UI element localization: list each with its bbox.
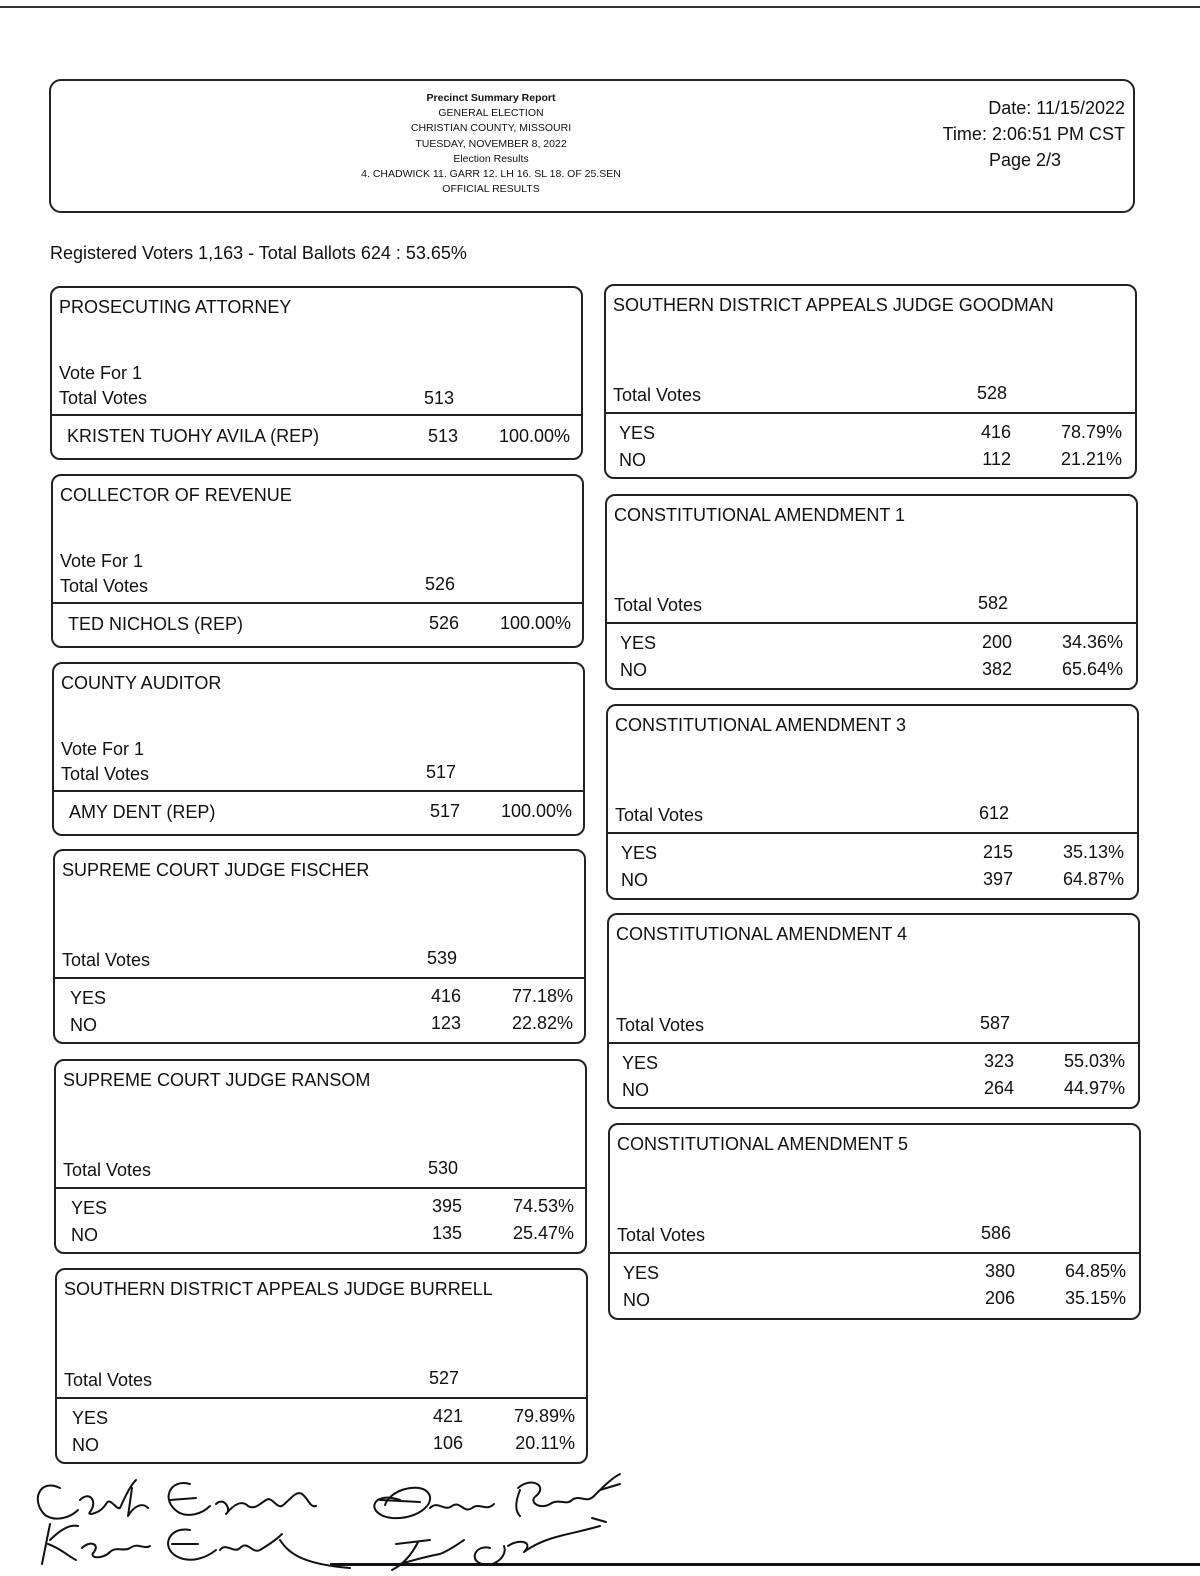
- no-percent: 44.97%: [1063, 1078, 1125, 1098]
- candidate-percent: 100.00%: [499, 613, 571, 633]
- vote-for-label: Vote For 1: [61, 739, 145, 759]
- vote-for-label: Vote For 1: [60, 551, 144, 571]
- yes-votes: 395: [431, 1196, 462, 1216]
- yes-votes: 421: [432, 1406, 463, 1426]
- candidate-percent: 100.00%: [500, 801, 572, 821]
- divider: [608, 832, 1137, 834]
- yes-votes: 380: [984, 1261, 1015, 1281]
- signatures-image: [20, 1460, 640, 1576]
- signature-stroke: [516, 1474, 620, 1516]
- precinct-list: 4. CHADWICK 11. GARR 12. LH 16. SL 18. OF 25.SEN: [361, 168, 621, 181]
- candidate-name: KRISTEN TUOHY AVILA (REP): [67, 426, 320, 446]
- total-votes-value: 539: [427, 948, 458, 968]
- total-votes-value: 587: [980, 1013, 1011, 1033]
- yes-percent: 77.18%: [511, 986, 573, 1006]
- yes-label: YES: [71, 1198, 108, 1218]
- contest-title: SOUTHERN DISTRICT APPEALS JUDGE GOODMAN: [613, 295, 1054, 315]
- total-votes-value: 527: [429, 1368, 460, 1388]
- report-meta: [885, 95, 1125, 173]
- no-label: NO: [620, 660, 647, 680]
- divider: [53, 602, 582, 604]
- no-label: NO: [619, 450, 646, 470]
- contest-amendment-1: [605, 494, 1138, 690]
- contest-supreme-court-ransom: [54, 1059, 587, 1254]
- signature-stroke: [475, 1518, 606, 1565]
- total-votes-value: 528: [977, 383, 1008, 403]
- total-votes-label: Total Votes: [62, 950, 151, 970]
- yes-percent: 55.03%: [1063, 1051, 1125, 1071]
- candidate-percent: 100.00%: [498, 426, 570, 446]
- election-name: GENERAL ELECTION: [438, 107, 544, 120]
- yes-label: YES: [619, 423, 656, 443]
- no-label: NO: [72, 1435, 99, 1455]
- no-votes: 397: [982, 869, 1013, 889]
- no-votes: 106: [432, 1433, 463, 1453]
- no-percent: 35.15%: [1064, 1288, 1126, 1308]
- report-name: Precinct Summary Report: [426, 92, 556, 104]
- contest-prosecuting-attorney: [50, 286, 583, 460]
- contest-title: SUPREME COURT JUDGE FISCHER: [62, 860, 370, 880]
- contest-title: CONSTITUTIONAL AMENDMENT 1: [614, 505, 906, 525]
- no-label: NO: [71, 1225, 98, 1245]
- yes-label: YES: [70, 988, 107, 1008]
- candidate-votes: 526: [428, 613, 459, 633]
- signature-stroke: [82, 1544, 150, 1558]
- no-label: NO: [623, 1290, 650, 1310]
- total-votes-value: 612: [979, 803, 1010, 823]
- total-votes-value: 586: [981, 1223, 1012, 1243]
- contest-appeals-judge-burrell: [55, 1268, 588, 1464]
- total-votes-label: Total Votes: [614, 595, 703, 615]
- signature-stroke: [374, 1488, 430, 1518]
- election-date: TUESDAY, NOVEMBER 8, 2022: [415, 137, 567, 150]
- no-percent: 22.82%: [511, 1013, 573, 1033]
- contest-title: COLLECTOR OF REVENUE: [60, 485, 292, 505]
- yes-votes: 416: [430, 986, 461, 1006]
- divider: [57, 1397, 586, 1399]
- official-label: OFFICIAL RESULTS: [442, 183, 540, 196]
- contest-county-auditor: [52, 662, 585, 836]
- divider: [54, 790, 583, 792]
- yes-percent: 34.36%: [1061, 632, 1123, 652]
- contest-amendment-3: [606, 704, 1139, 900]
- total-votes-label: Total Votes: [613, 385, 702, 405]
- total-votes-label: Total Votes: [615, 805, 704, 825]
- divider: [56, 1187, 585, 1189]
- no-votes: 135: [431, 1223, 462, 1243]
- report-date: Date: 11/15/2022: [988, 98, 1125, 118]
- contest-title: CONSTITUTIONAL AMENDMENT 5: [617, 1134, 909, 1154]
- signature-stroke: [168, 1529, 216, 1559]
- yes-label: YES: [72, 1408, 109, 1428]
- signature-stroke: [169, 1483, 210, 1515]
- page-number: Page 2/3: [988, 150, 1062, 170]
- candidate-votes: 513: [427, 426, 458, 446]
- candidate-name: TED NICHOLS (REP): [68, 614, 244, 634]
- total-votes-label: Total Votes: [616, 1015, 705, 1035]
- no-percent: 25.47%: [512, 1223, 574, 1243]
- total-votes-value: 513: [424, 388, 455, 408]
- total-votes-value: 517: [426, 762, 457, 782]
- yes-percent: 78.79%: [1060, 422, 1122, 442]
- contest-appeals-judge-goodman: [604, 284, 1137, 479]
- divider: [607, 622, 1136, 624]
- yes-votes: 416: [980, 422, 1011, 442]
- no-votes: 382: [981, 659, 1012, 679]
- no-percent: 64.87%: [1062, 869, 1124, 889]
- no-votes: 206: [984, 1288, 1015, 1308]
- contest-supreme-court-fischer: [53, 849, 586, 1044]
- divider: [52, 414, 581, 416]
- contest-amendment-5: [608, 1123, 1141, 1320]
- contest-title: SUPREME COURT JUDGE RANSOM: [63, 1070, 371, 1090]
- contest-amendment-4: [607, 913, 1140, 1109]
- contest-title: COUNTY AUDITOR: [61, 673, 222, 693]
- contest-title: CONSTITUTIONAL AMENDMENT 3: [615, 715, 907, 735]
- yes-votes: 215: [982, 842, 1013, 862]
- no-percent: 21.21%: [1060, 449, 1122, 469]
- yes-votes: 200: [981, 632, 1012, 652]
- signature-stroke: [216, 1493, 316, 1514]
- no-label: NO: [621, 870, 648, 890]
- registered-voters-summary: Registered Voters 1,163 - Total Ballots 624 : 53.65%: [50, 243, 467, 263]
- yes-label: YES: [622, 1053, 659, 1073]
- no-percent: 20.11%: [515, 1433, 575, 1453]
- vote-for-label: Vote For 1: [59, 363, 143, 383]
- yes-percent: 35.13%: [1062, 842, 1124, 862]
- divider: [55, 977, 584, 979]
- bottom-rule: [330, 1563, 1200, 1566]
- yes-percent: 64.85%: [1064, 1261, 1126, 1281]
- no-label: NO: [622, 1080, 649, 1100]
- total-votes-value: 526: [425, 574, 456, 594]
- yes-label: YES: [620, 633, 657, 653]
- yes-votes: 323: [983, 1051, 1014, 1071]
- divider: [610, 1252, 1139, 1254]
- county-name: CHRISTIAN COUNTY, MISSOURI: [410, 122, 572, 135]
- candidate-votes: 517: [429, 801, 460, 821]
- candidate-name: AMY DENT (REP): [69, 802, 216, 822]
- contest-collector-of-revenue: [51, 474, 584, 648]
- total-votes-value: 530: [428, 1158, 459, 1178]
- contest-title: CONSTITUTIONAL AMENDMENT 4: [616, 924, 908, 944]
- signature-stroke: [430, 1504, 494, 1510]
- top-rule: [0, 6, 1200, 8]
- yes-percent: 79.89%: [513, 1406, 575, 1426]
- total-votes-label: Total Votes: [617, 1225, 706, 1245]
- total-votes-label: Total Votes: [59, 388, 148, 408]
- results-label: Election Results: [453, 152, 529, 165]
- yes-percent: 74.53%: [512, 1196, 574, 1216]
- contest-title: PROSECUTING ATTORNEY: [59, 297, 292, 317]
- no-percent: 65.64%: [1061, 659, 1123, 679]
- divider: [606, 412, 1135, 414]
- total-votes-label: Total Votes: [61, 764, 150, 784]
- report-header: [49, 79, 1135, 213]
- yes-label: YES: [623, 1263, 660, 1283]
- no-votes: 264: [983, 1078, 1014, 1098]
- yes-label: YES: [621, 843, 658, 863]
- total-votes-label: Total Votes: [63, 1160, 152, 1180]
- total-votes-value: 582: [978, 593, 1009, 613]
- no-votes: 123: [430, 1013, 461, 1033]
- total-votes-label: Total Votes: [60, 576, 149, 596]
- signature-stroke: [80, 1480, 148, 1516]
- no-label: NO: [70, 1015, 97, 1035]
- divider: [609, 1042, 1138, 1044]
- signature-stroke: [38, 1485, 78, 1518]
- no-votes: 112: [982, 449, 1011, 469]
- total-votes-label: Total Votes: [64, 1370, 153, 1390]
- contest-title: SOUTHERN DISTRICT APPEALS JUDGE BURRELL: [64, 1279, 493, 1299]
- signature-stroke: [42, 1524, 78, 1564]
- report-title-block: [301, 91, 681, 197]
- report-time: Time: 2:06:51 PM CST: [942, 124, 1125, 144]
